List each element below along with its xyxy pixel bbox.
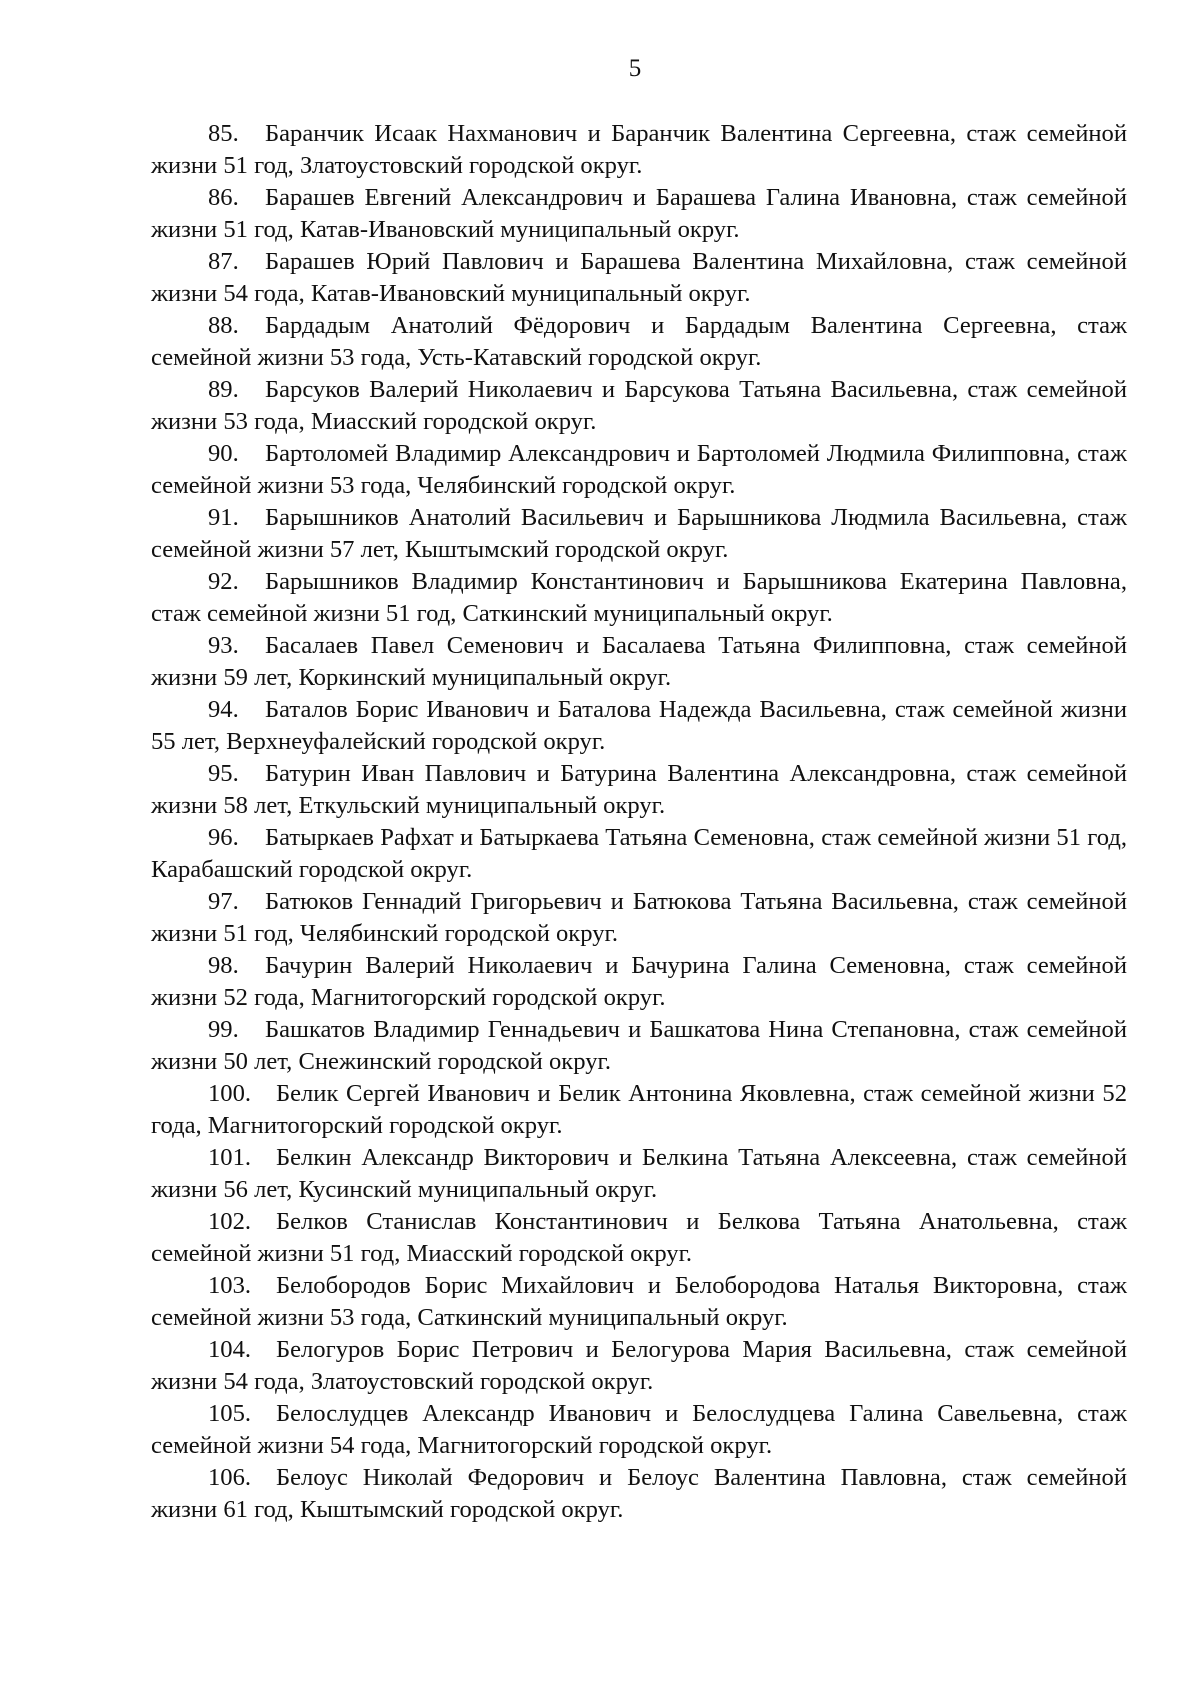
list-item [151,374,1127,437]
page-number: 5 [628,55,642,82]
entry-text: Белик Сергей Иванович и Белик Антонина Яковлевна, стаж семейной жизни 52 года, Магнитогорский городской округ. [151,1080,1127,1139]
entry-text: Барышников Владимир Константинович и Барышникова Екатерина Павловна, стаж семейной жизни 51 год, Саткинский муниципальный округ. [151,568,1127,627]
list-item [151,1206,1127,1269]
entry-text: Басалаев Павел Семенович и Басалаева Татьяна Филипповна, стаж семейной жизни 59 лет, Коркинский муниципальный округ. [151,632,1127,691]
list-item [151,694,1127,757]
entry-text: Белкин Александр Викторович и Белкина Татьяна Алексеевна, стаж семейной жизни 56 лет, Кусинский муниципальный округ. [151,1144,1127,1203]
entry-number: 101. [208,1144,252,1171]
entry-text: Батыркаев Рафхат и Батыркаева Татьяна Семеновна, стаж семейной жизни 51 год, Карабашский городской округ. [151,824,1127,883]
list-item [151,1078,1127,1141]
entry-number: 94. [208,696,239,723]
list-item [151,630,1127,693]
list-item [151,310,1127,373]
entry-text: Барышников Анатолий Васильевич и Барышникова Людмила Васильевна, стаж семейной жизни 57 лет, Кыштымский городской округ. [151,504,1127,563]
entry-number: 105. [208,1400,252,1427]
entry-number: 98. [208,952,239,979]
entry-list [151,118,1127,1525]
entry-number: 100. [208,1080,252,1107]
list-item [151,1462,1127,1525]
entry-text: Белоус Николай Федорович и Белоус Валентина Павловна, стаж семейной жизни 61 год, Кыштымский городской округ. [151,1464,1127,1523]
entry-text: Бачурин Валерий Николаевич и Бачурина Галина Семеновна, стаж семейной жизни 52 года, Магнитогорский городской округ. [151,952,1127,1011]
entry-number: 85. [208,120,239,147]
list-item [151,886,1127,949]
entry-text: Бартоломей Владимир Александрович и Бартоломей Людмила Филипповна, стаж семейной жизни 53 года, Челябинский городской округ. [151,440,1127,499]
entry-number: 88. [208,312,239,339]
entry-text: Барсуков Валерий Николаевич и Барсукова Татьяна Васильевна, стаж семейной жизни 53 года, Миасский городской округ. [151,376,1127,435]
entry-text: Батюков Геннадий Григорьевич и Батюкова Татьяна Васильевна, стаж семейной жизни 51 год, Челябинский городской округ. [151,888,1127,947]
entry-text: Белогуров Борис Петрович и Белогурова Мария Васильевна, стаж семейной жизни 54 года, Златоустовский городской округ. [151,1336,1127,1395]
entry-text: Барашев Евгений Александрович и Барашева Галина Ивановна, стаж семейной жизни 51 год, Катав-Ивановский муниципальный округ. [151,184,1127,243]
entry-number: 99. [208,1016,239,1043]
list-item [151,438,1127,501]
entry-number: 89. [208,376,239,403]
entry-text: Белослудцев Александр Иванович и Белослудцева Галина Савельевна, стаж семейной жизни 54 года, Магнитогорский городской округ. [151,1400,1127,1459]
entry-number: 97. [208,888,239,915]
entry-number: 104. [208,1336,252,1363]
list-item [151,246,1127,309]
entry-number: 106. [208,1464,252,1491]
entry-text: Баталов Борис Иванович и Баталова Надежда Васильевна, стаж семейной жизни 55 лет, Верхнеуфалейский городской округ. [151,696,1127,755]
list-item [151,1014,1127,1077]
entry-text: Баранчик Исаак Нахманович и Баранчик Валентина Сергеевна, стаж семейной жизни 51 год, Златоустовский городской округ. [151,120,1127,179]
entry-number: 93. [208,632,239,659]
entry-number: 103. [208,1272,252,1299]
list-item [151,1270,1127,1333]
entry-number: 90. [208,440,239,467]
entry-number: 96. [208,824,239,851]
entry-number: 95. [208,760,239,787]
list-item [151,758,1127,821]
entry-number: 87. [208,248,239,275]
list-item [151,822,1127,885]
list-item [151,566,1127,629]
entry-text: Барашев Юрий Павлович и Барашева Валентина Михайловна, стаж семейной жизни 54 года, Катав-Ивановский муниципальный округ. [151,248,1127,307]
list-item [151,950,1127,1013]
entry-number: 102. [208,1208,252,1235]
list-item [151,502,1127,565]
entry-number: 92. [208,568,239,595]
entry-text: Белобородов Борис Михайлович и Белобородова Наталья Викторовна, стаж семейной жизни 53 года, Саткинский муниципальный округ. [151,1272,1127,1331]
entry-text: Бардадым Анатолий Фёдорович и Бардадым Валентина Сергеевна, стаж семейной жизни 53 года, Усть-Катавский городской округ. [151,312,1127,371]
list-item [151,182,1127,245]
list-item [151,118,1127,181]
list-item [151,1142,1127,1205]
entry-text: Батурин Иван Павлович и Батурина Валентина Александровна, стаж семейной жизни 58 лет, Еткульский муниципальный округ. [151,760,1127,819]
entry-number: 86. [208,184,239,211]
entry-text: Башкатов Владимир Геннадьевич и Башкатова Нина Степановна, стаж семейной жизни 50 лет, Снежинский городской округ. [151,1016,1127,1075]
list-item [151,1334,1127,1397]
list-item [151,1398,1127,1461]
entry-number: 91. [208,504,239,531]
entry-text: Белков Станислав Константинович и Белкова Татьяна Анатольевна, стаж семейной жизни 51 год, Миасский городской округ. [151,1208,1127,1267]
